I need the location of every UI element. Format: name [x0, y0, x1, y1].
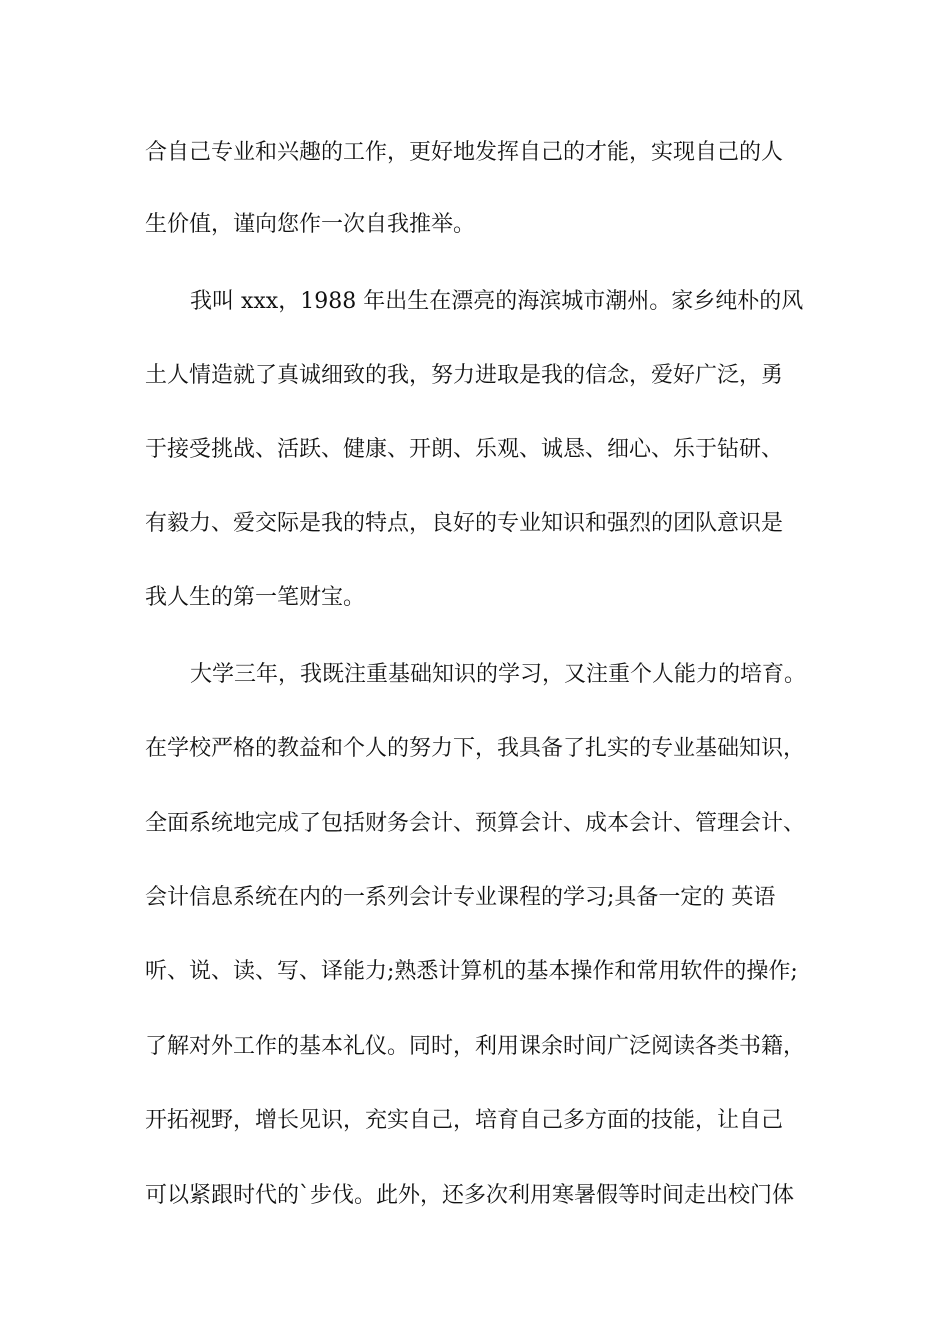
- text-line: 听、说、读、写、译能力;熟悉计算机的基本操作和常用软件的操作;: [145, 959, 798, 984]
- paragraph-first-line: 大学三年，我既注重基础知识的学习，又注重个人能力的培育。: [190, 662, 807, 687]
- text-line: 可以紧跟时代的`步伐。此外，还多次利用寒暑假等时间走出校门体: [145, 1183, 795, 1208]
- text-line: 于接受挑战、活跃、健康、开朗、乐观、诚恳、细心、乐于钻研、: [145, 437, 784, 462]
- text-line: 开拓视野，增长见识，充实自己，培育自己多方面的技能，让自己: [145, 1108, 784, 1133]
- text-line: 合自己专业和兴趣的工作，更好地发挥自己的才能，实现自己的人: [145, 140, 784, 165]
- text-line: 会计信息系统在内的一系列会计专业课程的学习;具备一定的 英语: [145, 885, 776, 910]
- text-line: 我人生的第一笔财宝。: [145, 585, 366, 610]
- text-line: 在学校严格的教益和个人的努力下，我具备了扎实的专业基础知识，: [145, 736, 806, 761]
- text-line: 土人情造就了真诚细致的我，努力进取是我的信念，爱好广泛，勇: [145, 363, 784, 388]
- text-line: 有毅力、爱交际是我的特点，良好的专业知识和强烈的团队意识是: [145, 511, 784, 536]
- text-line: 全面系统地完成了包括财务会计、预算会计、成本会计、管理会计、: [145, 811, 806, 836]
- text-line: 了解对外工作的基本礼仪。同时，利用课余时间广泛阅读各类书籍，: [145, 1034, 806, 1059]
- text-line: 生价值，谨向您作一次自我推举。: [145, 212, 476, 237]
- paragraph-first-line: 我叫 xxx，1988 年出生在漂亮的海滨城市潮州。家乡纯朴的风: [190, 289, 804, 314]
